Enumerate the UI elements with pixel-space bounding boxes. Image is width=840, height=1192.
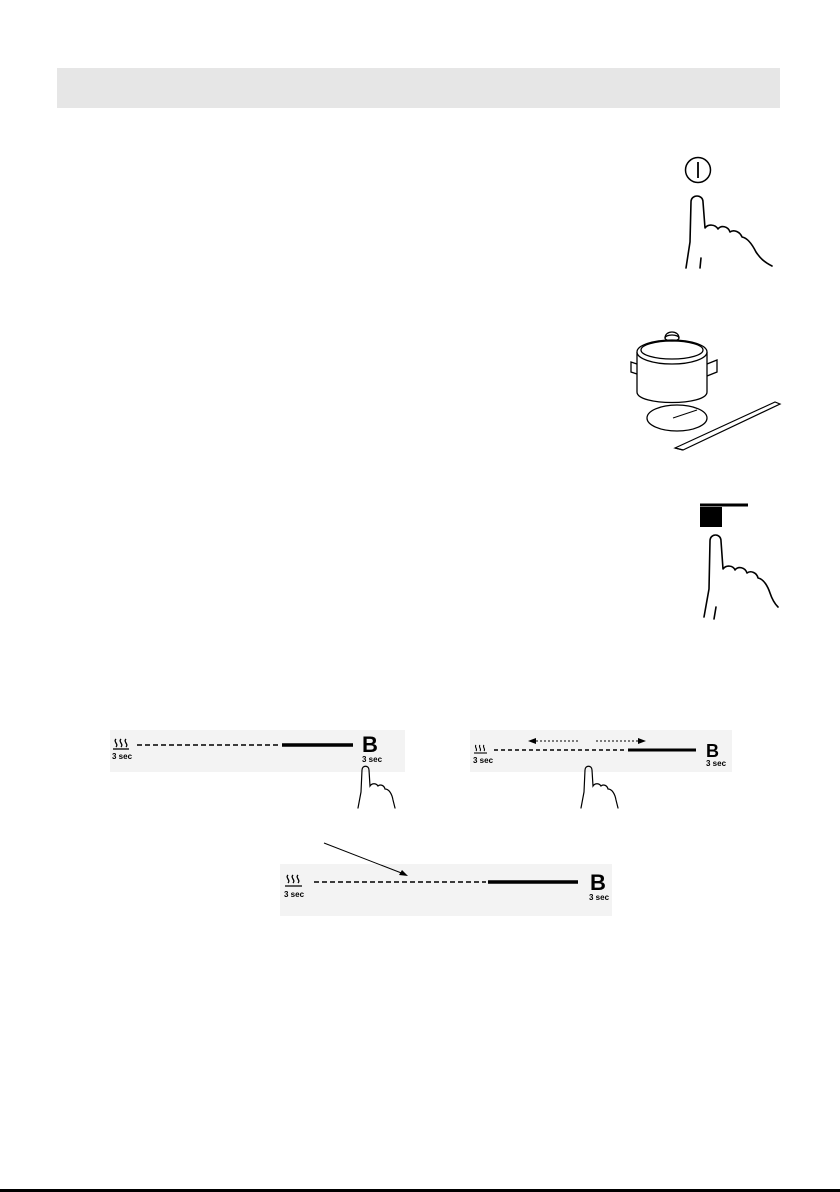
slider-diagram-c bbox=[280, 840, 620, 920]
power-icon bbox=[686, 158, 711, 183]
finger-press-icon bbox=[581, 766, 618, 808]
right-time-label: 3 sec bbox=[362, 755, 383, 764]
left-time-label: 3 sec bbox=[473, 756, 494, 765]
right-time-label: 3 sec bbox=[706, 759, 727, 768]
finger-press-icon bbox=[704, 535, 778, 619]
finger-press-icon bbox=[358, 766, 395, 808]
boost-letter: B bbox=[706, 741, 719, 761]
right-time-label: 3 sec bbox=[589, 893, 610, 902]
slider-diagram-a bbox=[110, 730, 410, 812]
boost-letter: B bbox=[590, 870, 606, 895]
slider-diagram-b bbox=[470, 730, 740, 812]
pot-on-zone-illustration bbox=[625, 320, 785, 455]
section-header-bar bbox=[57, 68, 780, 108]
zone-key-illustration bbox=[690, 495, 785, 620]
left-time-label: 3 sec bbox=[112, 752, 133, 761]
boost-letter: B bbox=[362, 732, 378, 757]
pot-icon bbox=[631, 332, 717, 431]
square-key-icon bbox=[700, 505, 748, 527]
left-time-label: 3 sec bbox=[284, 890, 305, 899]
power-key-illustration bbox=[660, 150, 785, 275]
finger-press-icon bbox=[686, 196, 772, 268]
